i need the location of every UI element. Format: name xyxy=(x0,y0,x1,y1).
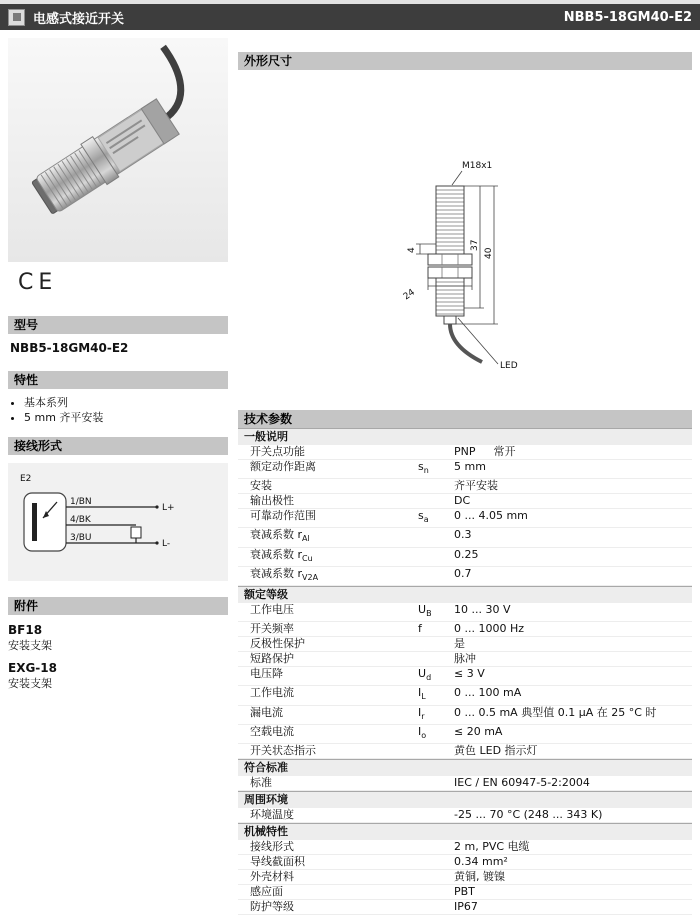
tech-label: 标准 xyxy=(250,775,272,789)
tech-row xyxy=(238,652,692,667)
tech-symbol: $U_d$ xyxy=(418,667,432,683)
accessory-desc: 安装支架 xyxy=(8,677,52,690)
tech-label: 衰减系数 $r_{Al}$ xyxy=(250,528,310,544)
header-model-number: NBB5-18GM40-E2 xyxy=(563,9,692,25)
section-header-accessories: 附件 xyxy=(8,597,228,615)
tech-row xyxy=(238,445,692,460)
tech-label: 安装 xyxy=(250,479,272,493)
tech-value: 脉冲 xyxy=(454,652,476,666)
wire-terminal-label: L+ xyxy=(162,503,175,513)
dim-24-label: 24 xyxy=(401,287,417,303)
tech-value: 5 mm xyxy=(454,460,486,473)
tech-value: 0 ... 100 mA xyxy=(454,686,522,700)
tech-value: 0 ... 4.05 mm xyxy=(454,509,528,523)
sensor-cable xyxy=(135,47,197,117)
thread-size-label: M18x1 xyxy=(462,161,493,171)
wiring-diagram xyxy=(8,463,228,581)
wire-pin-label: 1/BN xyxy=(70,497,92,507)
tech-value: 黄铜, 镀镍 xyxy=(454,869,505,883)
accessory-desc: 安装支架 xyxy=(8,639,52,652)
tech-symbol: $I_L$ xyxy=(418,686,426,702)
tech-value: 0.25 xyxy=(454,547,479,561)
ce-mark: CE xyxy=(18,270,58,295)
product-photo-drawing xyxy=(8,38,228,262)
wire-pin-label: 3/BU xyxy=(70,533,92,543)
tech-label: 外壳材料 xyxy=(250,869,294,883)
tech-row xyxy=(238,528,692,547)
tech-row xyxy=(238,808,692,823)
tech-group-header: 一般说明 xyxy=(238,428,692,445)
tech-symbol: $s_a$ xyxy=(418,509,429,525)
tech-row xyxy=(238,603,692,622)
tech-row xyxy=(238,686,692,705)
content xyxy=(0,30,700,915)
features-list xyxy=(24,395,228,425)
tech-group-header: 机械特性 xyxy=(238,823,692,840)
tech-label: 导线截面积 xyxy=(250,854,305,868)
tech-row xyxy=(238,567,692,586)
tech-symbol: f xyxy=(418,622,422,636)
tech-value: 0.3 xyxy=(454,528,472,542)
tech-value: ≤ 20 mA xyxy=(454,724,503,738)
wire-pin-label: 4/BK xyxy=(70,515,91,525)
tech-label: 开关频率 xyxy=(250,622,294,636)
model-number: NBB5-18GM40-E2 xyxy=(10,341,129,355)
tech-row xyxy=(238,706,692,725)
accessory-name: EXG-18 xyxy=(8,661,57,675)
tech-row xyxy=(238,840,692,855)
tech-symbol: $I_r$ xyxy=(418,705,425,721)
section-header-model: 型号 xyxy=(8,316,228,334)
tech-row xyxy=(238,460,692,479)
tech-value: PBT xyxy=(454,884,475,898)
tech-row xyxy=(238,548,692,567)
tech-value: 齐平安装 xyxy=(454,479,498,493)
dim-4-label: 4 xyxy=(407,247,417,253)
tech-label: 衰减系数 $r_{V2A}$ xyxy=(250,566,319,582)
tech-row xyxy=(238,622,692,637)
tech-value: 是 xyxy=(454,637,465,651)
tech-row xyxy=(238,855,692,870)
tech-group-header: 额定等级 xyxy=(238,586,692,603)
dimension-drawing xyxy=(238,70,692,410)
dim-40-label: 40 xyxy=(484,247,494,259)
tech-symbol: $s_n$ xyxy=(418,460,429,476)
tech-row xyxy=(238,667,692,686)
feature-item: • 5 mm 齐平安装 xyxy=(24,410,228,425)
tech-value: ≤ 3 V xyxy=(454,667,485,681)
tech-label: 开关点功能 xyxy=(250,445,305,458)
tech-value: -25 ... 70 °C (248 ... 343 K) xyxy=(454,807,603,821)
tech-value-secondary: 常开 xyxy=(493,445,516,458)
header-bar xyxy=(0,4,700,30)
tech-label: 输出极性 xyxy=(250,494,294,508)
tech-label: 工作电流 xyxy=(250,686,294,700)
tech-group-header: 符合标准 xyxy=(238,759,692,776)
tech-label: 空载电流 xyxy=(250,724,294,738)
brand-cube-icon xyxy=(8,9,25,26)
tech-value: 0 ... 1000 Hz xyxy=(454,622,525,636)
sensor-symbol-box xyxy=(24,493,66,551)
section-header-connection: 接线形式 xyxy=(8,437,228,455)
section-header-tech: 技术参数 xyxy=(238,410,692,428)
tech-group-header: 周围环境 xyxy=(238,791,692,808)
tech-value: PNP 常开 xyxy=(454,445,516,458)
tech-label: 反极性保护 xyxy=(250,637,305,651)
product-photo xyxy=(8,38,228,262)
tech-symbol: $I_o$ xyxy=(418,724,427,740)
tech-label: 环境温度 xyxy=(250,807,294,821)
tech-label: 接线形式 xyxy=(250,839,294,853)
tech-label: 短路保护 xyxy=(250,652,294,666)
feature-item: • 基本系列 xyxy=(24,395,228,410)
tech-row xyxy=(238,900,692,915)
tech-row xyxy=(238,637,692,652)
tech-label: 额定动作距离 xyxy=(250,460,316,473)
tech-label: 电压降 xyxy=(250,667,283,681)
tech-value: DC xyxy=(454,494,471,508)
wire-terminal-label: L- xyxy=(162,539,171,549)
tech-value: 0.7 xyxy=(454,566,472,580)
tech-row xyxy=(238,870,692,885)
tech-label: 感应面 xyxy=(250,884,283,898)
tech-value: IP67 xyxy=(454,899,478,913)
tech-label: 工作电压 xyxy=(250,602,294,616)
load-symbol xyxy=(131,527,141,538)
dim-37-label: 37 xyxy=(470,239,480,251)
tech-label: 可靠动作范围 xyxy=(250,509,316,523)
tech-row xyxy=(238,725,692,744)
tech-value: 0 ... 0.5 mA 典型值 0.1 μA 在 25 °C 时 xyxy=(454,705,657,719)
tech-row xyxy=(238,744,692,759)
tech-value: IEC / EN 60947-5-2:2004 xyxy=(454,775,590,789)
tech-row xyxy=(238,885,692,900)
tech-row xyxy=(238,776,692,791)
tech-value: 黄色 LED 指示灯 xyxy=(454,743,538,757)
tech-value: 10 ... 30 V xyxy=(454,602,511,616)
tech-symbol: $U_B$ xyxy=(418,602,432,619)
tech-row xyxy=(238,479,692,494)
tech-label: 防护等级 xyxy=(250,899,294,913)
page-title: 电感式接近开关 xyxy=(33,11,125,27)
led-label: LED xyxy=(500,361,518,371)
tech-table xyxy=(238,428,692,915)
wiring-diagram-label: E2 xyxy=(20,474,32,484)
tech-row xyxy=(238,509,692,528)
tech-row xyxy=(238,494,692,509)
tech-label: 漏电流 xyxy=(250,705,283,719)
tech-value: 2 m, PVC 电缆 xyxy=(454,839,530,853)
tech-label: 开关状态指示 xyxy=(250,743,316,757)
left-column xyxy=(8,38,228,915)
tech-value: 0.34 mm² xyxy=(454,854,508,868)
tech-label: 衰减系数 $r_{Cu}$ xyxy=(250,547,313,563)
section-header-dimensions: 外形尺寸 xyxy=(238,52,692,70)
section-header-features: 特性 xyxy=(8,371,228,389)
accessories-list xyxy=(8,623,228,691)
right-column xyxy=(238,38,692,915)
drawing-cable xyxy=(450,324,482,362)
accessory-name: BF18 xyxy=(8,623,43,637)
